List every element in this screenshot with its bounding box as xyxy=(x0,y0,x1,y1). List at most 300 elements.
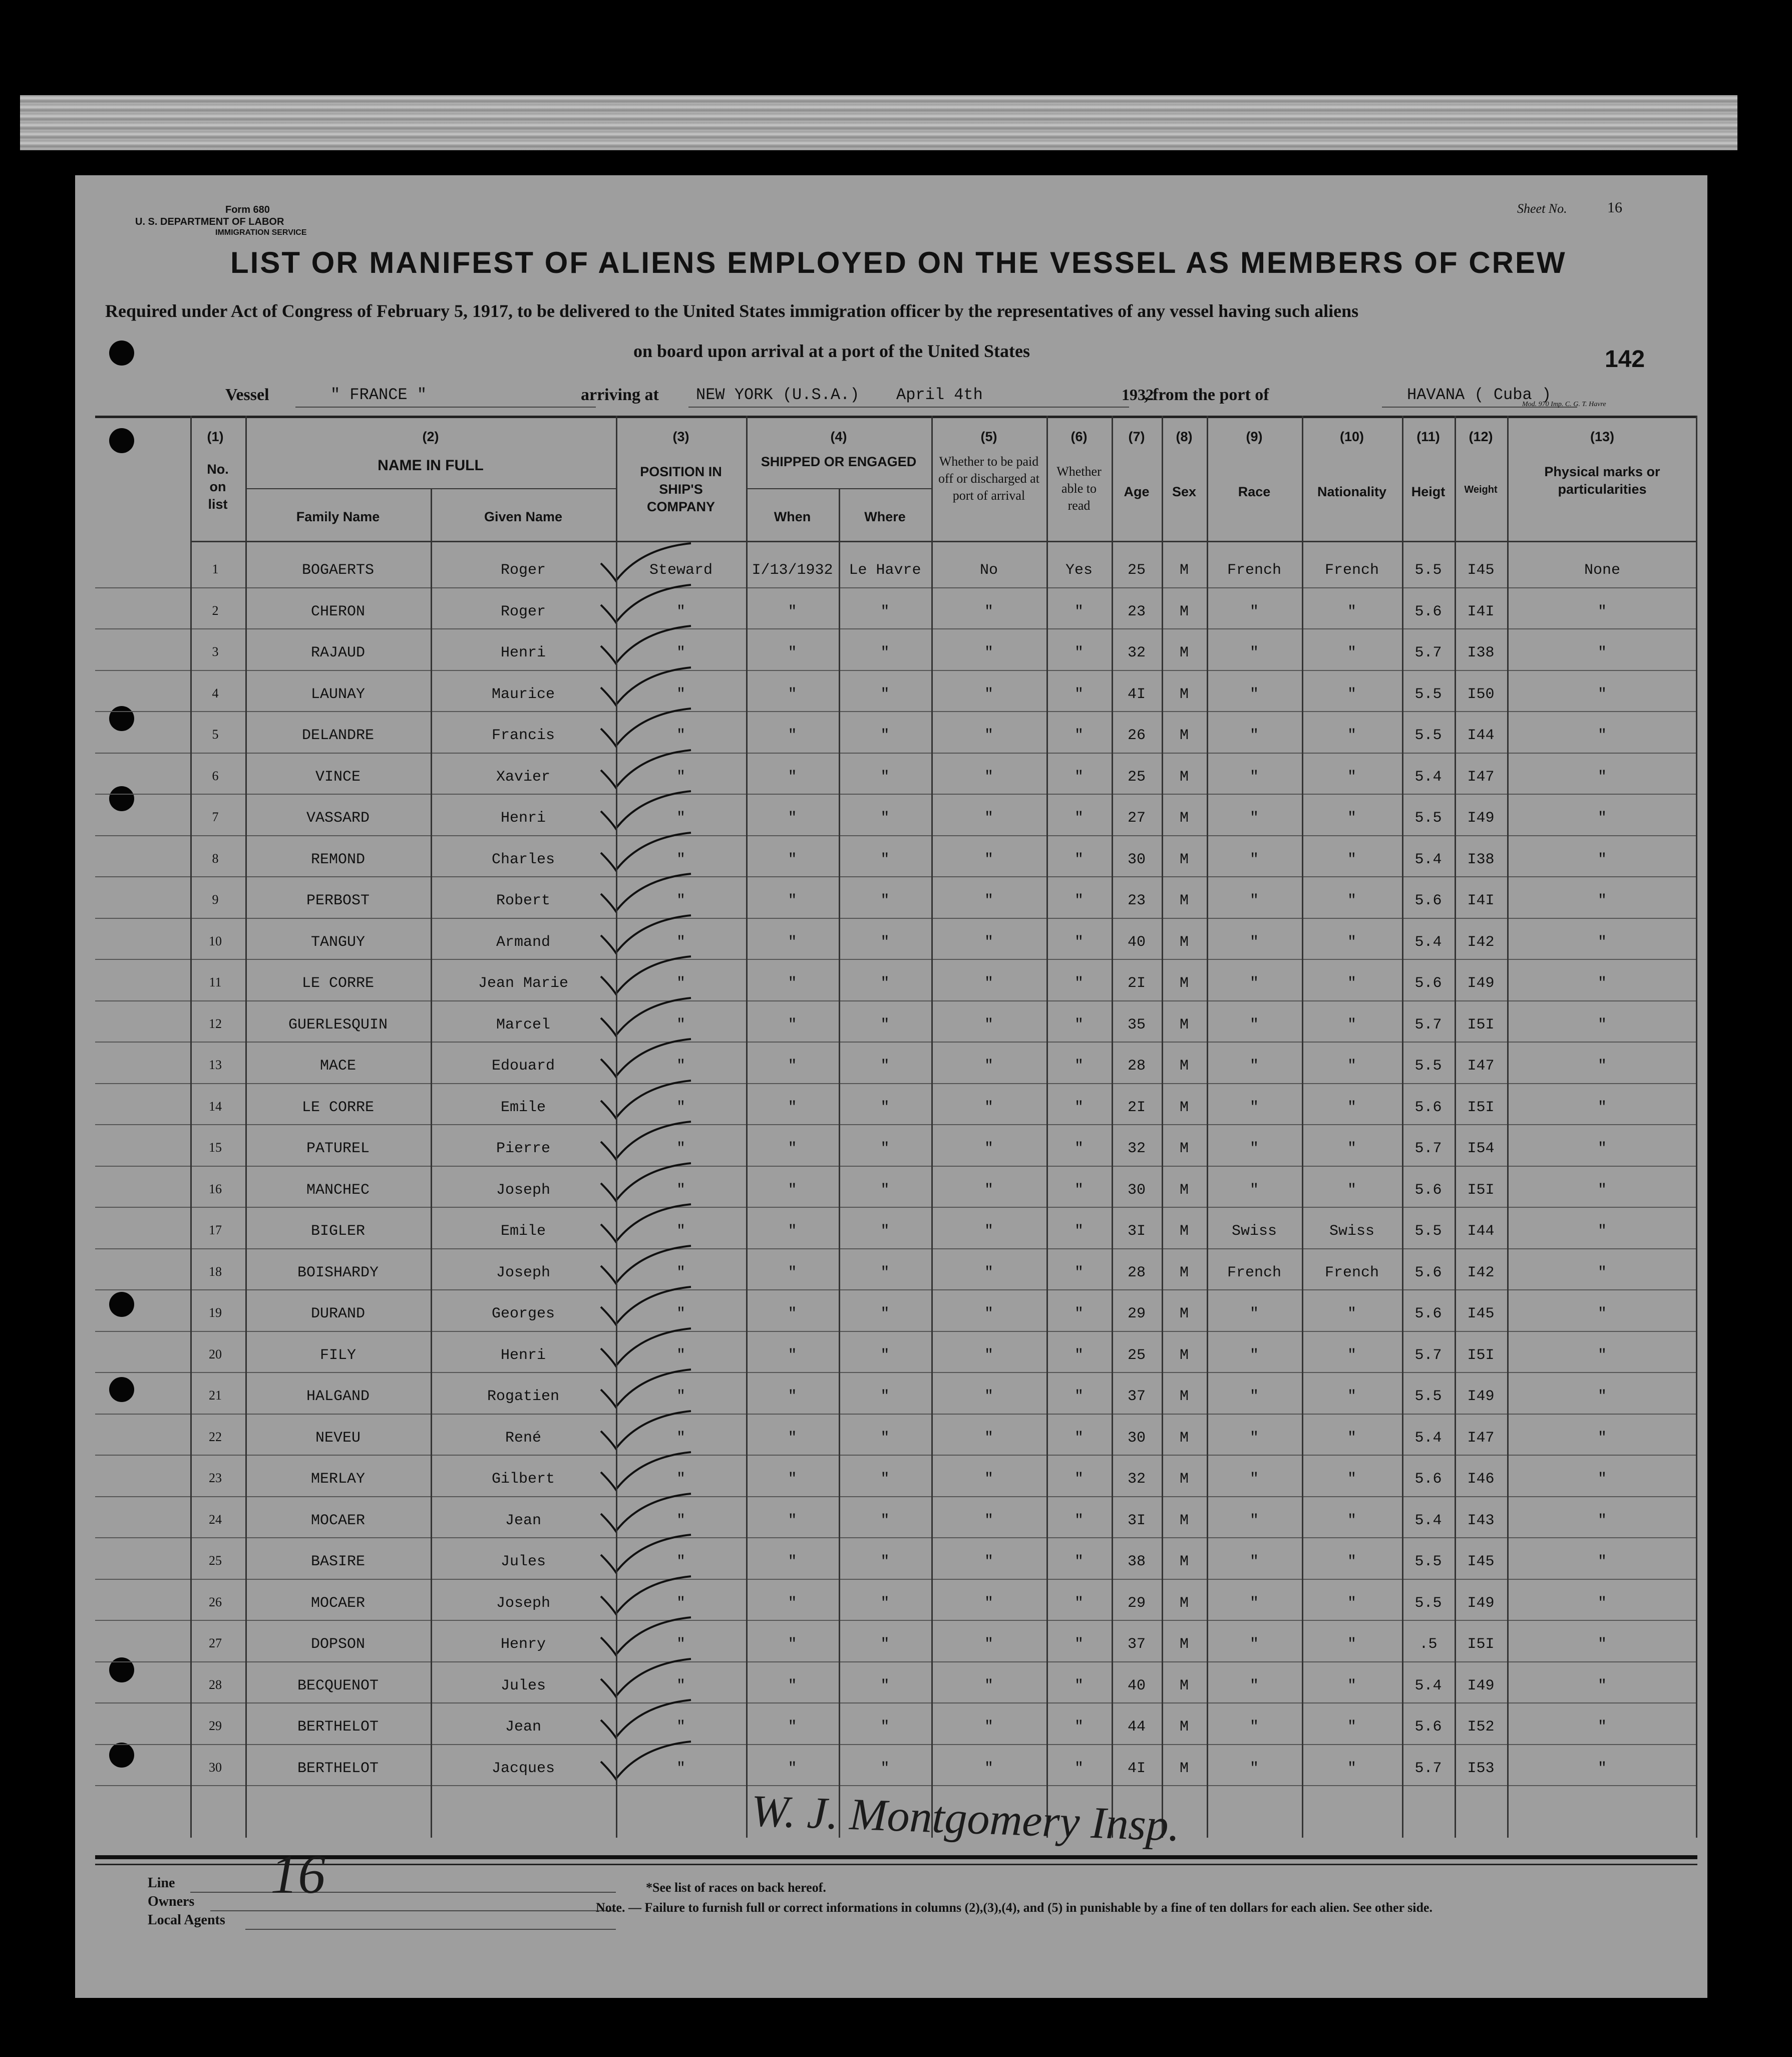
cell-height: 5.7 xyxy=(1414,1346,1442,1364)
row-separator xyxy=(95,1661,1697,1662)
cell-race: " xyxy=(1249,933,1259,951)
col10-number: (10) xyxy=(1339,429,1364,444)
check-mark-icon xyxy=(596,1117,696,1162)
row-separator xyxy=(95,1372,1697,1373)
cell-marks: " xyxy=(1597,1305,1607,1322)
cell-race: French xyxy=(1227,562,1282,579)
cell-paid: " xyxy=(984,1346,993,1364)
cell-given: Joseph xyxy=(496,1594,551,1612)
cell-no: 25 xyxy=(209,1553,222,1568)
cell-height: 5.6 xyxy=(1414,1471,1442,1488)
cell-age: 30 xyxy=(1127,1181,1146,1199)
departure-port: HAVANA ( Cuba ) xyxy=(1407,386,1552,404)
from-port-label: , from the port of xyxy=(1144,386,1269,404)
table-top-border xyxy=(95,416,1697,418)
vessel-label: Vessel xyxy=(225,386,269,404)
cell-where: " xyxy=(880,1223,890,1240)
cell-no: 21 xyxy=(209,1388,222,1403)
cell-age: 4I xyxy=(1127,1760,1146,1777)
cell-weight: I54 xyxy=(1467,1140,1495,1157)
cell-when: " xyxy=(788,1429,797,1447)
cell-family: HALGAND xyxy=(306,1388,370,1405)
cell-marks: " xyxy=(1597,1140,1607,1157)
cell-height: 5.5 xyxy=(1414,1553,1442,1570)
cell-given: Henri xyxy=(500,810,546,827)
row-separator xyxy=(95,1289,1697,1290)
cell-where: " xyxy=(880,1553,890,1570)
cell-when: " xyxy=(788,1594,797,1612)
row-separator xyxy=(95,1042,1697,1043)
cell-nationality: " xyxy=(1347,1388,1356,1405)
cell-when: " xyxy=(788,685,797,703)
cell-sex: M xyxy=(1179,1223,1189,1240)
cell-where: " xyxy=(880,1346,890,1364)
cell-position: " xyxy=(676,1305,685,1322)
cell-position: " xyxy=(676,727,685,744)
cell-where: " xyxy=(880,1016,890,1034)
cell-sex: M xyxy=(1179,685,1189,703)
cell-weight: I49 xyxy=(1467,810,1495,827)
cell-where: " xyxy=(880,1429,890,1447)
line-label: Line xyxy=(148,1875,175,1891)
cell-no: 1 xyxy=(212,562,219,576)
cell-sex: M xyxy=(1179,1346,1189,1364)
cell-where: " xyxy=(880,1388,890,1405)
cell-paid: " xyxy=(984,1099,993,1116)
col13-number: (13) xyxy=(1590,429,1614,444)
column-divider xyxy=(1046,416,1048,1838)
cell-nationality: " xyxy=(1347,1058,1356,1075)
cell-sex: M xyxy=(1179,644,1189,661)
cell-position: " xyxy=(676,1223,685,1240)
cell-family: BOISHARDY xyxy=(297,1264,379,1281)
cell-height: 5.4 xyxy=(1414,1512,1442,1529)
cell-when: I/13/1932 xyxy=(752,562,833,579)
row-separator xyxy=(95,1166,1697,1167)
cell-sex: M xyxy=(1179,1719,1189,1736)
cell-read: " xyxy=(1074,1346,1084,1364)
mod-note: Mod. 970 Imp. C. G. T. Havre xyxy=(1522,401,1606,408)
cell-sex: M xyxy=(1179,768,1189,786)
cell-paid: " xyxy=(984,1305,993,1322)
form-number: Form 680 xyxy=(225,204,270,215)
cell-where: " xyxy=(880,1181,890,1199)
cell-no: 11 xyxy=(209,975,222,989)
column-divider xyxy=(746,416,748,1838)
cell-nationality: " xyxy=(1347,975,1356,992)
cell-weight: I45 xyxy=(1467,1553,1495,1570)
cell-race: " xyxy=(1249,1760,1259,1777)
col7-label: Age xyxy=(1124,484,1150,499)
local-agents-label: Local Agents xyxy=(148,1912,225,1928)
cell-family: TANGUY xyxy=(310,933,366,951)
cell-no: 24 xyxy=(209,1512,222,1527)
cell-where: Le Havre xyxy=(849,562,921,579)
row-separator xyxy=(95,1124,1697,1125)
cell-sex: M xyxy=(1179,1677,1189,1694)
cell-paid: " xyxy=(984,810,993,827)
row-separator xyxy=(95,1496,1697,1497)
cell-marks: " xyxy=(1597,603,1607,620)
cell-read: " xyxy=(1074,603,1084,620)
cell-position: " xyxy=(676,1388,685,1405)
cell-paid: " xyxy=(984,851,993,868)
cell-no: 14 xyxy=(209,1099,222,1114)
column-divider xyxy=(1507,416,1509,1838)
cell-where: " xyxy=(880,685,890,703)
cell-height: 5.4 xyxy=(1414,851,1442,868)
check-mark-icon xyxy=(596,662,696,708)
cell-age: 29 xyxy=(1127,1594,1146,1612)
cell-read: " xyxy=(1074,892,1084,909)
cell-nationality: " xyxy=(1347,851,1356,868)
cell-weight: I47 xyxy=(1467,1429,1495,1447)
cell-no: 10 xyxy=(209,933,222,948)
cell-sex: M xyxy=(1179,1429,1189,1447)
cell-age: 3I xyxy=(1127,1223,1146,1240)
cell-height: 5.6 xyxy=(1414,975,1442,992)
cell-no: 16 xyxy=(209,1181,222,1196)
column-divider xyxy=(616,416,617,1838)
cell-when: " xyxy=(788,1223,797,1240)
cell-nationality: " xyxy=(1347,810,1356,827)
cell-nationality: " xyxy=(1347,768,1356,786)
cell-nationality: " xyxy=(1347,1719,1356,1736)
cell-race: " xyxy=(1249,1016,1259,1034)
cell-weight: I49 xyxy=(1467,1677,1495,1694)
cell-where: " xyxy=(880,1058,890,1075)
row-separator xyxy=(95,1207,1697,1208)
cell-race: " xyxy=(1249,1305,1259,1322)
cell-no: 17 xyxy=(209,1223,222,1237)
cell-race: Swiss xyxy=(1231,1223,1277,1240)
cell-position: " xyxy=(676,933,685,951)
col4-where-label: Where xyxy=(864,509,906,524)
cell-where: " xyxy=(880,810,890,827)
cell-race: " xyxy=(1249,644,1259,661)
cell-height: 5.6 xyxy=(1414,1719,1442,1736)
cell-paid: " xyxy=(984,1636,993,1653)
cell-family: FILY xyxy=(319,1346,356,1364)
cell-marks: " xyxy=(1597,1181,1607,1199)
cell-height: 5.5 xyxy=(1414,562,1442,579)
cell-position: " xyxy=(676,851,685,868)
cell-sex: M xyxy=(1179,1512,1189,1529)
cell-family: GUERLESQUIN xyxy=(288,1016,388,1034)
cell-where: " xyxy=(880,644,890,661)
inspector-signature: W. J. Montgomery Insp. xyxy=(750,1786,1181,1851)
cell-given: Gilbert xyxy=(491,1471,555,1488)
check-mark-icon xyxy=(596,1034,696,1079)
row-separator xyxy=(95,1702,1697,1703)
cell-age: 30 xyxy=(1127,1429,1146,1447)
cell-where: " xyxy=(880,892,890,909)
cell-paid: " xyxy=(984,644,993,661)
cell-weight: I53 xyxy=(1467,1760,1495,1777)
col4-when-label: When xyxy=(774,509,811,524)
cell-age: 40 xyxy=(1127,933,1146,951)
cell-paid: " xyxy=(984,1719,993,1736)
cell-position: " xyxy=(676,810,685,827)
cell-given: Henri xyxy=(500,644,546,661)
cell-height: 5.7 xyxy=(1414,1140,1442,1157)
cell-no: 18 xyxy=(209,1264,222,1279)
cell-sex: M xyxy=(1179,1058,1189,1075)
cell-no: 12 xyxy=(209,1016,222,1031)
cell-marks: " xyxy=(1597,1719,1607,1736)
cell-race: " xyxy=(1249,975,1259,992)
column-divider xyxy=(931,416,933,1838)
cell-nationality: " xyxy=(1347,1553,1356,1570)
cell-read: " xyxy=(1074,1058,1084,1075)
cell-read: " xyxy=(1074,1388,1084,1405)
cell-no: 28 xyxy=(209,1677,222,1692)
cell-age: 28 xyxy=(1127,1264,1146,1281)
cell-marks: " xyxy=(1597,1388,1607,1405)
cell-sex: M xyxy=(1179,1594,1189,1612)
cell-height: 5.7 xyxy=(1414,1016,1442,1034)
cell-paid: No xyxy=(979,562,998,579)
row-separator xyxy=(95,670,1697,671)
cell-family: PATUREL xyxy=(306,1140,370,1157)
cell-race: " xyxy=(1249,1553,1259,1570)
cell-age: 26 xyxy=(1127,727,1146,744)
cell-race: " xyxy=(1249,1388,1259,1405)
cell-position: " xyxy=(676,644,685,661)
cell-race: " xyxy=(1249,1346,1259,1364)
check-mark-icon xyxy=(596,786,696,831)
cell-paid: " xyxy=(984,1760,993,1777)
cell-no: 29 xyxy=(209,1719,222,1733)
cell-weight: I47 xyxy=(1467,1058,1495,1075)
cell-paid: " xyxy=(984,727,993,744)
cell-marks: " xyxy=(1597,644,1607,661)
cell-read: " xyxy=(1074,1140,1084,1157)
cell-height: .5 xyxy=(1419,1636,1438,1653)
cell-read: " xyxy=(1074,1553,1084,1570)
cell-weight: I52 xyxy=(1467,1719,1495,1736)
cell-where: " xyxy=(880,727,890,744)
cell-sex: M xyxy=(1179,562,1189,579)
cell-race: " xyxy=(1249,851,1259,868)
col3-number: (3) xyxy=(672,429,689,444)
cell-where: " xyxy=(880,975,890,992)
col3-label: POSITION IN SHIP'S COMPANY xyxy=(640,464,722,515)
cell-height: 5.6 xyxy=(1414,1181,1442,1199)
cell-marks: " xyxy=(1597,1346,1607,1364)
cell-given: Jean Marie xyxy=(478,975,569,992)
cell-family: BIGLER xyxy=(310,1223,366,1240)
binder-hole xyxy=(109,340,134,366)
cell-position: " xyxy=(676,892,685,909)
column-divider xyxy=(1455,416,1456,1838)
cell-family: MERLAY xyxy=(310,1471,366,1488)
cell-no: 9 xyxy=(212,892,219,907)
cell-given: Charles xyxy=(491,851,555,868)
cell-family: CHERON xyxy=(310,603,366,620)
cell-position: " xyxy=(676,1512,685,1529)
cell-read: " xyxy=(1074,1677,1084,1694)
cell-height: 5.5 xyxy=(1414,810,1442,827)
cell-race: " xyxy=(1249,1140,1259,1157)
cell-where: " xyxy=(880,1140,890,1157)
row-separator xyxy=(95,1000,1697,1001)
cell-given: Marcel xyxy=(496,1016,551,1034)
cell-sex: M xyxy=(1179,603,1189,620)
cell-age: 25 xyxy=(1127,562,1146,579)
cell-no: 3 xyxy=(212,644,219,659)
cell-paid: " xyxy=(984,685,993,703)
check-mark-icon xyxy=(596,1323,696,1368)
cell-when: " xyxy=(788,851,797,868)
page-number: 142 xyxy=(1605,346,1645,373)
cell-nationality: " xyxy=(1347,1140,1356,1157)
cell-nationality: " xyxy=(1347,1305,1356,1322)
races-note: *See list of races on back hereof. xyxy=(646,1880,826,1895)
cell-paid: " xyxy=(984,1223,993,1240)
col6-number: (6) xyxy=(1070,429,1088,444)
cell-given: Joseph xyxy=(496,1264,551,1281)
cell-height: 5.5 xyxy=(1414,1223,1442,1240)
cell-sex: M xyxy=(1179,1636,1189,1653)
cell-when: " xyxy=(788,1099,797,1116)
cell-read: " xyxy=(1074,851,1084,868)
cell-read: " xyxy=(1074,1429,1084,1447)
cell-age: 25 xyxy=(1127,768,1146,786)
check-mark-icon xyxy=(596,951,696,996)
cell-paid: " xyxy=(984,1471,993,1488)
cell-when: " xyxy=(788,1719,797,1736)
cell-given: Emile xyxy=(500,1099,546,1116)
penalty-note: Note. — Failure to furnish full or correct informations in columns (2),(3),(4), and (5) in punishable by a fine of ten dollars for each alien. See other side. xyxy=(596,1900,1432,1915)
cell-paid: " xyxy=(984,1388,993,1405)
cell-given: Emile xyxy=(500,1223,546,1240)
cell-where: " xyxy=(880,1512,890,1529)
row-separator xyxy=(95,753,1697,754)
cell-position: " xyxy=(676,1140,685,1157)
cell-where: " xyxy=(880,1719,890,1736)
cell-read: " xyxy=(1074,1223,1084,1240)
cell-when: " xyxy=(788,1181,797,1199)
cell-family: BECQUENOT xyxy=(297,1677,379,1694)
cell-sex: M xyxy=(1179,1471,1189,1488)
cell-family: BASIRE xyxy=(310,1553,366,1570)
cell-family: VINCE xyxy=(315,768,361,786)
cell-given: Joseph xyxy=(496,1181,551,1199)
cell-height: 5.7 xyxy=(1414,1760,1442,1777)
cell-age: 23 xyxy=(1127,603,1146,620)
column-divider xyxy=(245,416,247,1838)
cell-when: " xyxy=(788,768,797,786)
cell-nationality: " xyxy=(1347,1099,1356,1116)
cell-position: " xyxy=(676,1677,685,1694)
cell-age: 32 xyxy=(1127,1471,1146,1488)
cell-position: " xyxy=(676,1471,685,1488)
cell-age: 28 xyxy=(1127,1058,1146,1075)
check-mark-icon xyxy=(596,1737,696,1782)
cell-age: 37 xyxy=(1127,1636,1146,1653)
cell-race: French xyxy=(1227,1264,1282,1281)
cell-read: Yes xyxy=(1065,562,1093,579)
cell-height: 5.5 xyxy=(1414,1594,1442,1612)
cell-where: " xyxy=(880,1594,890,1612)
cell-age: 32 xyxy=(1127,1140,1146,1157)
cell-position: " xyxy=(676,1429,685,1447)
cell-race: " xyxy=(1249,892,1259,909)
cell-nationality: " xyxy=(1347,1429,1356,1447)
cell-given: Jean xyxy=(505,1719,541,1736)
cell-where: " xyxy=(880,1305,890,1322)
cell-height: 5.6 xyxy=(1414,892,1442,909)
cell-given: Francis xyxy=(491,727,555,744)
cell-where: " xyxy=(880,1099,890,1116)
cell-position: " xyxy=(676,975,685,992)
cell-marks: " xyxy=(1597,892,1607,909)
cell-given: Henri xyxy=(500,1346,546,1364)
cell-when: " xyxy=(788,933,797,951)
cell-given: Georges xyxy=(491,1305,555,1322)
check-mark-icon xyxy=(596,1406,696,1451)
cell-where: " xyxy=(880,851,890,868)
cell-given: Rogatien xyxy=(487,1388,560,1405)
cell-nationality: " xyxy=(1347,727,1356,744)
cell-family: DURAND xyxy=(310,1305,366,1322)
cell-weight: I49 xyxy=(1467,975,1495,992)
cell-position: " xyxy=(676,1760,685,1777)
cell-read: " xyxy=(1074,1099,1084,1116)
row-separator xyxy=(95,628,1697,629)
column-divider xyxy=(1302,416,1303,1838)
sheet-number: 16 xyxy=(1607,199,1622,216)
cell-given: Roger xyxy=(500,562,546,579)
cell-height: 5.4 xyxy=(1414,768,1442,786)
cell-nationality: " xyxy=(1347,933,1356,951)
column-divider xyxy=(1696,416,1697,1838)
cell-sex: M xyxy=(1179,1388,1189,1405)
cell-marks: " xyxy=(1597,1512,1607,1529)
cell-marks: " xyxy=(1597,1636,1607,1653)
check-mark-icon xyxy=(596,910,696,955)
cell-read: " xyxy=(1074,1760,1084,1777)
cell-race: " xyxy=(1249,1429,1259,1447)
cell-family: MOCAER xyxy=(310,1594,366,1612)
cell-age: 2I xyxy=(1127,1099,1146,1116)
cell-race: " xyxy=(1249,1058,1259,1075)
cell-race: " xyxy=(1249,1594,1259,1612)
cell-marks: " xyxy=(1597,1264,1607,1281)
cell-age: 27 xyxy=(1127,810,1146,827)
cell-sex: M xyxy=(1179,810,1189,827)
cell-height: 5.7 xyxy=(1414,644,1442,661)
cell-nationality: " xyxy=(1347,1760,1356,1777)
cell-where: " xyxy=(880,1264,890,1281)
cell-nationality: " xyxy=(1347,1677,1356,1694)
arriving-port: NEW YORK (U.S.A.) xyxy=(696,386,860,404)
cell-position: " xyxy=(676,1594,685,1612)
cell-when: " xyxy=(788,1636,797,1653)
cell-given: René xyxy=(505,1429,541,1447)
cell-family: MANCHEC xyxy=(306,1181,370,1199)
cell-marks: " xyxy=(1597,810,1607,827)
cell-when: " xyxy=(788,1140,797,1157)
cell-marks: " xyxy=(1597,1099,1607,1116)
cell-paid: " xyxy=(984,1553,993,1570)
cell-weight: I38 xyxy=(1467,644,1495,661)
cell-nationality: French xyxy=(1324,562,1379,579)
cell-age: 30 xyxy=(1127,851,1146,868)
cell-read: " xyxy=(1074,1471,1084,1488)
cell-when: " xyxy=(788,1677,797,1694)
